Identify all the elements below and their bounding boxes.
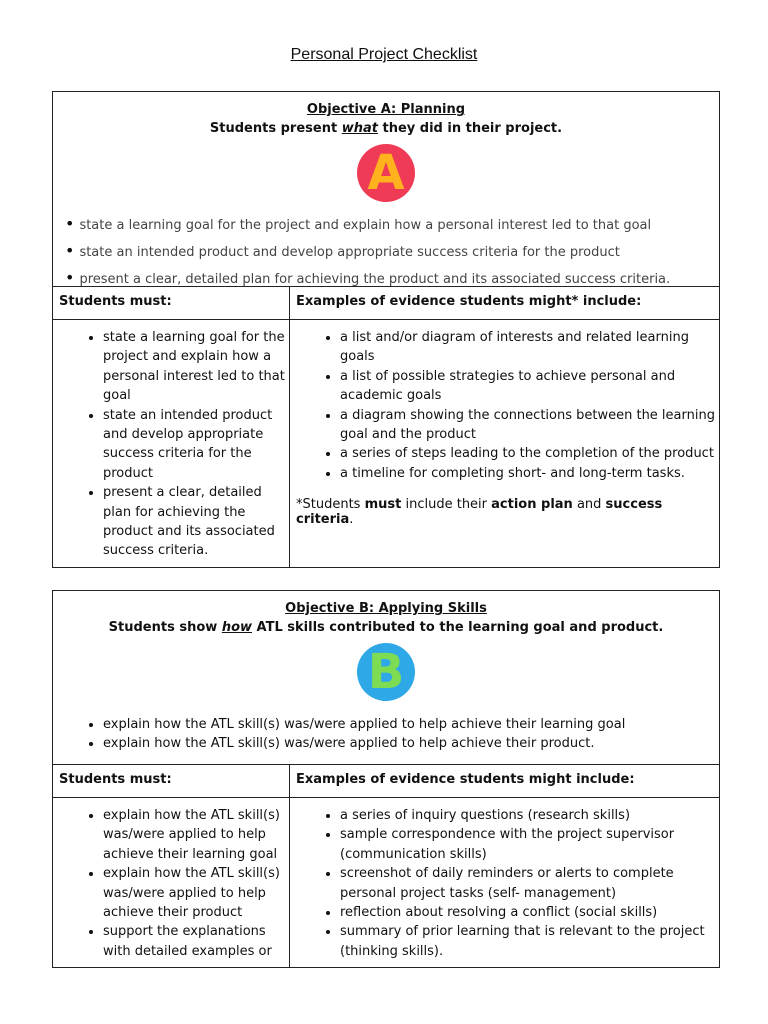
list-item: • a timeline for completing short- and long-term tasks. [340, 464, 715, 483]
list-item: • present a clear, detailed plan for achieving the product and its associated success criteria. [65, 268, 719, 287]
objective-a-subheading: Students present what they did in their project. [209, 121, 563, 136]
list-item: • explain how the ATL skill(s) was/were applied to help achieve their learning goal [103, 806, 285, 864]
list-item: • a series of steps leading to the completion of the product [340, 444, 715, 463]
list-item: • sample correspondence with the project supervisor (communication skills) [340, 825, 715, 864]
list-item: • summary of prior learning that is relevant to the project (thinking skills). [340, 922, 715, 961]
list-item: • explain how the ATL skill(s) was/were applied to help achieve their product. [103, 734, 719, 753]
list-item: • screenshot of daily reminders or alerts to complete personal project tasks (self- management) [340, 864, 715, 903]
objective-b-subheading: Students show how ATL skills contributed to the learning goal and product. [108, 620, 664, 635]
objective-a-examples-list [290, 320, 719, 489]
objective-a-note: *Students must include their action plan and success criteria. [296, 497, 663, 528]
list-item: • state a learning goal for the project and explain how a personal interest led to that goal [103, 328, 285, 406]
col-header-examples: Examples of evidence students might include: [290, 765, 719, 798]
list-item: • present a clear, detailed plan for achieving the product and its associated success criteria. [103, 483, 285, 561]
list-item: • state an intended product and develop appropriate success criteria for the product [103, 406, 285, 484]
list-item: • a series of inquiry questions (research skills) [340, 806, 715, 825]
list-item: • a list of possible strategies to achieve personal and academic goals [340, 367, 715, 406]
list-item: • explain how the ATL skill(s) was/were applied to help achieve their product [103, 864, 285, 922]
objective-a-box [52, 91, 720, 568]
col-header-students-must: Students must: [53, 765, 289, 798]
col-header-examples: Examples of evidence students might* include: [290, 287, 719, 320]
objective-a-table [53, 286, 719, 567]
list-item: • explain how the ATL skill(s) was/were applied to help achieve their learning goal [103, 715, 719, 734]
list-item: • reflection about resolving a conflict (social skills) [340, 903, 715, 922]
objective-b-box [52, 590, 720, 968]
list-item: • state an intended product and develop appropriate success criteria for the product [65, 241, 719, 260]
objective-b-must-list [53, 798, 289, 967]
letter-a-icon: A [357, 144, 415, 202]
page-title: Personal Project Checklist [290, 46, 478, 63]
objective-a-must-list [53, 320, 289, 567]
list-item: • a list and/or diagram of interests and related learning goals [340, 328, 715, 367]
list-item: • a diagram showing the connections between the learning goal and the product [340, 406, 715, 445]
objective-a-header [53, 92, 719, 138]
col-header-students-must: Students must: [53, 287, 289, 320]
objective-a-intro-list [53, 214, 719, 287]
objective-b-table [53, 764, 719, 967]
objective-b-examples-list [290, 798, 719, 967]
list-item: • support the explanations with detailed examples or [103, 922, 285, 961]
list-item: • state a learning goal for the project and explain how a personal interest led to that goal [65, 214, 719, 233]
objective-a-heading: Objective A: Planning [306, 102, 466, 117]
letter-b-icon: B [357, 643, 415, 701]
objective-b-intro-list [53, 715, 719, 753]
objective-b-heading: Objective B: Applying Skills [285, 601, 487, 616]
objective-b-header [53, 591, 719, 637]
